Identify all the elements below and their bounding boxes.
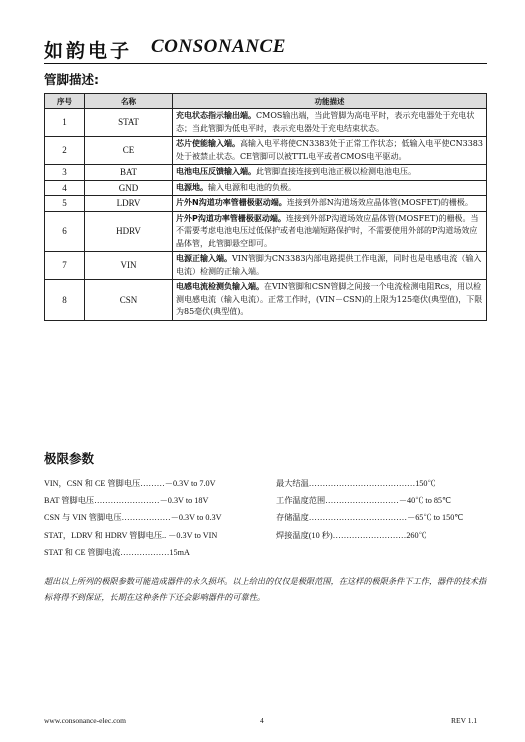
pin-function-title: 电源地。: [176, 182, 208, 192]
brand-chinese-name: 如韵电子: [44, 40, 133, 62]
pin-row: [45, 196, 487, 212]
page-header: [44, 34, 484, 64]
pin-function: [173, 196, 487, 212]
column-header-name: 名称: [85, 94, 173, 109]
pin-name: VIN: [85, 252, 173, 280]
pin-name: GND: [85, 180, 173, 196]
abs-param-item: VIN，CSN 和 CE 管脚电压………－0.3V to 7.0V: [44, 479, 216, 488]
pin-function-description: 此管脚直接连接到电池正极以检测电池电压。: [256, 167, 416, 176]
pin-table: [44, 93, 487, 321]
pin-name: STAT: [85, 109, 173, 137]
pin-function: [173, 280, 487, 321]
pin-function: [173, 180, 487, 196]
footer-page-number: 4: [260, 716, 264, 725]
pin-number: 7: [45, 252, 85, 280]
pin-number: 6: [45, 211, 85, 252]
pin-name: LDRV: [85, 196, 173, 212]
abs-param-item: BAT 管脚电压……………………－0.3V to 18V: [44, 496, 209, 506]
pin-function-description: 连接到外部P沟道场效应晶体管(MOSFET)的栅极。当不需要考虑电池电压过低保护或者电池端短路保护时，不需要使用外部的P沟道场效应晶体管，此管脚悬空即可。: [176, 213, 479, 248]
pin-row: [45, 280, 487, 321]
pin-name: CSN: [85, 280, 173, 321]
brand-english-name: CONSONANCE: [151, 36, 286, 57]
pin-row: [45, 137, 487, 165]
pin-row: [45, 252, 487, 280]
absolute-max-right-list: [276, 475, 464, 544]
pin-function-description: 输入电源和电池的负极。: [208, 182, 296, 192]
pin-row: [45, 109, 487, 137]
absolute-max-heading: 极限参数: [44, 451, 95, 466]
pin-description-heading: 管脚描述:: [44, 72, 99, 87]
pin-number: 8: [45, 280, 85, 321]
abs-param-item: STAT，LDRV 和 HDRV 管脚电压.. －0.3V to VIN: [44, 530, 218, 540]
pin-row: [45, 211, 487, 252]
abs-param-item: 焊接温度(10 秒)………………………260℃: [276, 530, 427, 540]
pin-function-title: 片外N沟道功率管栅极驱动端。: [176, 198, 287, 207]
pin-number: 3: [45, 165, 85, 181]
pin-function-description: 在VIN管脚和CSN管脚之间接一个电流检测电阻Rcs，用以检测电感电流（输入电流）。正常工作时，(VIN－CSN)的上限为125毫伏(典型值)，下限为85毫伏(典型值)。: [176, 282, 483, 316]
pin-name: HDRV: [85, 211, 173, 252]
pin-function: [173, 252, 487, 280]
pin-function-description: 高输入电平将使CN3383处于正常工作状态；低输入电平使CN3383处于被禁止状态。CE管脚可以被TTL电平或者CMOS电平驱动。: [176, 139, 483, 161]
pin-row: [45, 180, 487, 196]
pin-function-description: 连接到外部N沟道场效应晶体管(MOSFET)的栅极。: [286, 198, 473, 207]
column-header-number: 序号: [45, 94, 85, 109]
pin-function-description: VIN管脚为CN3383内部电路提供工作电源，同时也是电感电流（输入电流）检测的正输入端。: [176, 254, 482, 276]
abs-param-item: 工作温度范围………………………－40℃ to 85℃: [276, 496, 452, 506]
abs-param-item: STAT 和 CE 管脚电流………………15mA: [44, 547, 190, 557]
pin-table-header-row: [45, 94, 487, 109]
pin-function: [173, 211, 487, 252]
pin-function-title: 电源正输入端。: [176, 254, 232, 263]
pin-number: 5: [45, 196, 85, 212]
pin-number: 2: [45, 137, 85, 165]
pin-number: 4: [45, 180, 85, 196]
pin-name: BAT: [85, 165, 173, 181]
footer-revision: REV 1.1: [451, 716, 478, 725]
pin-name: CE: [85, 137, 173, 165]
pin-function-title: 芯片使能输入端。: [176, 139, 240, 148]
absolute-max-left-list: [44, 475, 221, 561]
pin-row: [45, 165, 487, 181]
pin-function: [173, 137, 487, 165]
pin-function-title: 充电状态指示输出端。: [176, 111, 256, 120]
header-divider: [44, 63, 487, 64]
pin-function-description: CMOS输出端，当此管脚为高电平时，表示充电器处于充电状态；当此管脚为低电平时，表示充电器处于充电结束状态。: [176, 111, 475, 133]
pin-function-title: 片外P沟道功率管栅极驱动端。: [176, 213, 286, 223]
abs-param-item: CSN 与 VIN 管脚电压………………－0.3V to 0.3V: [44, 513, 222, 523]
pin-function-title: 电池电压反馈输入端。: [176, 167, 256, 176]
pin-function: [173, 165, 487, 181]
abs-param-item: 存储温度………………………………－65℃ to 150℃: [276, 513, 464, 523]
absolute-max-warning-note: 超出以上所列的极限参数可能造成器件的永久损坏。以上给出的仅仅是极限范围，在这样的极限条件下工作，器件的技术指标将得不到保证，长期在这种条件下还会影响器件的可靠性。: [44, 577, 487, 602]
column-header-function: 功能描述: [173, 94, 487, 109]
abs-param-item: 最大结温…………………………………150℃: [276, 479, 436, 488]
footer-website: www.consonance-elec.com: [44, 716, 126, 725]
pin-function: [173, 109, 487, 137]
pin-function-title: 电感电流检测负输入端。: [176, 282, 264, 291]
pin-number: 1: [45, 109, 85, 137]
